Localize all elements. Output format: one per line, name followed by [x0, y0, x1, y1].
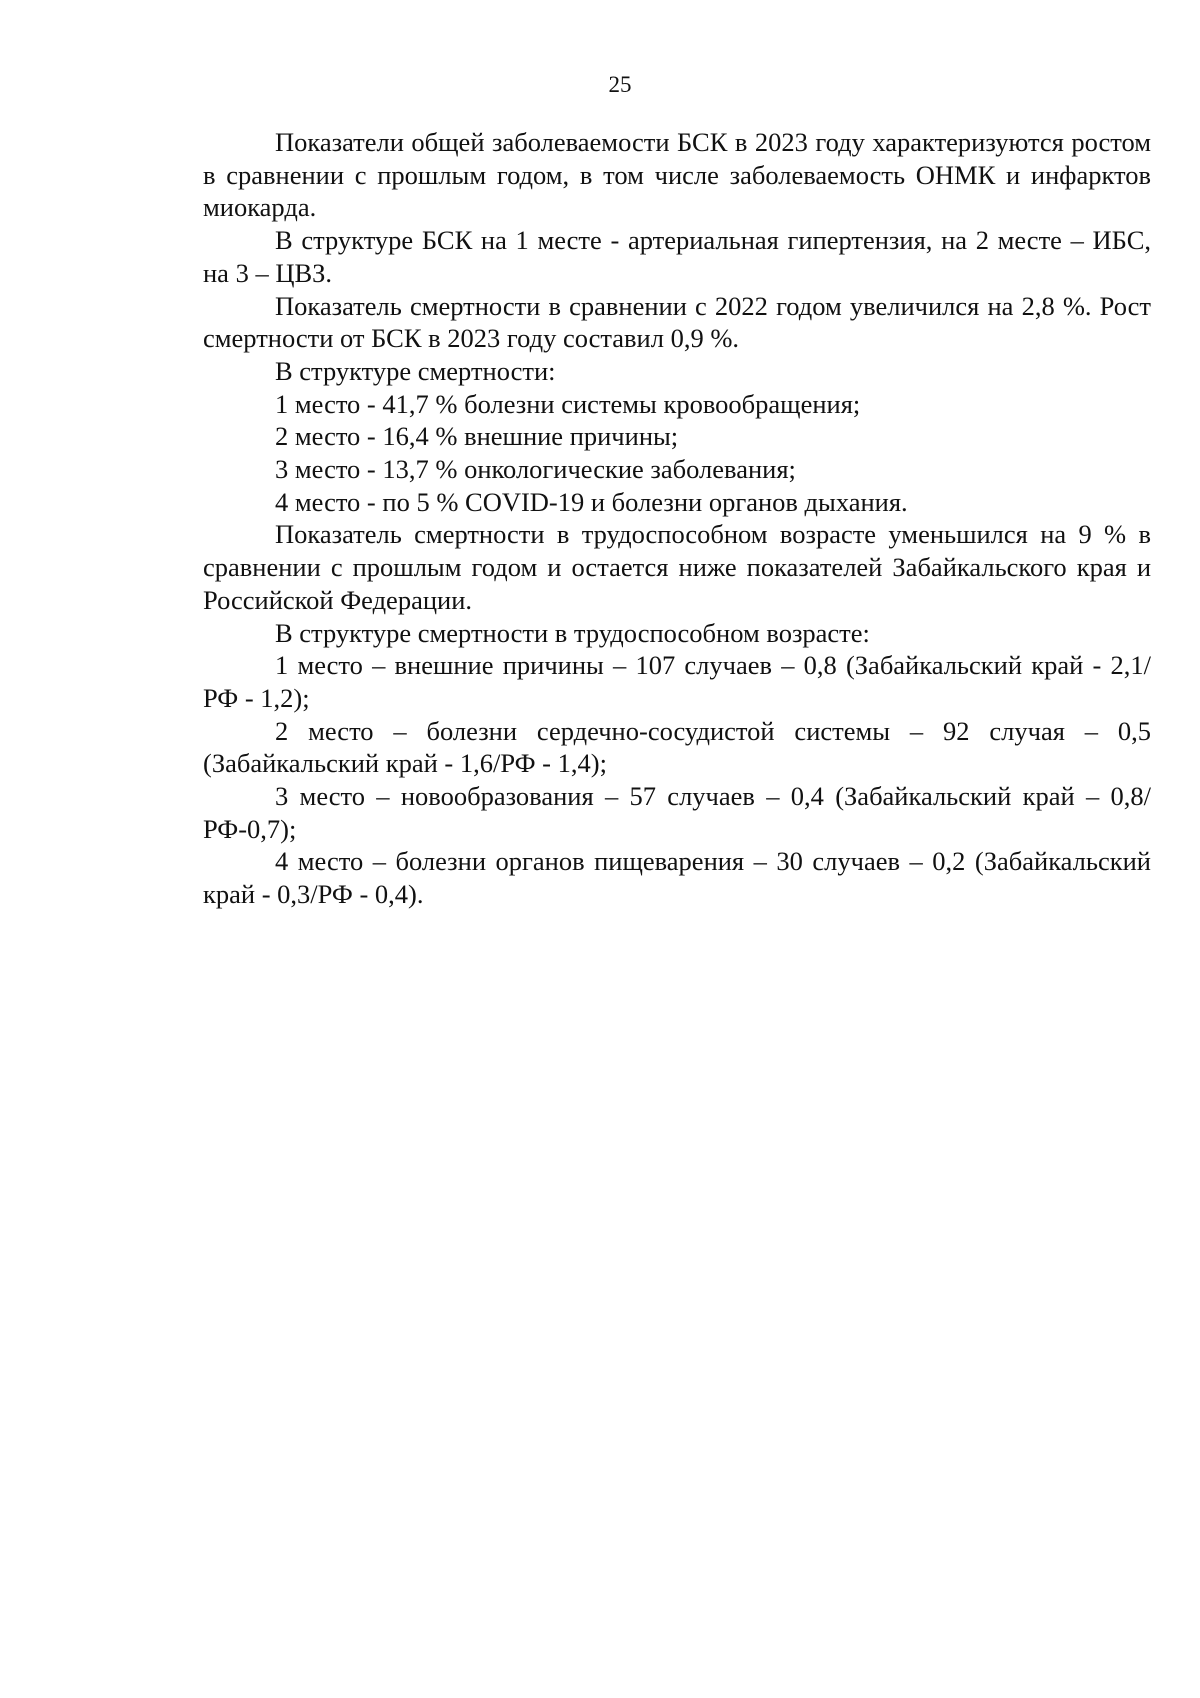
paragraph-working-age-mortality: Показатель смертности в трудоспособном возрасте уменьшился на 9 % в сравнении с прошлым годом и остается ниже показателей Забайкальского края и Российской Федерации. — [203, 519, 1151, 615]
list-item: 3 место – новообразования – 57 случаев – 0,4 (Забайкальский край – 0,8/РФ-0,7); — [203, 781, 1151, 844]
paragraph-bsk-structure: В структуре БСК на 1 месте - артериальная гипертензия, на 2 месте – ИБС, на 3 – ЦВЗ. — [203, 225, 1151, 288]
paragraph-working-age-structure-heading: В структуре смертности в трудоспособном возрасте: — [275, 617, 870, 648]
list-item: 1 место – внешние причины – 107 случаев – 0,8 (Забайкальский край - 2,1/РФ - 1,2); — [203, 650, 1151, 713]
list-item: 4 место - по 5 % COVID-19 и болезни органов дыхания. — [275, 486, 908, 517]
page-number: 25 — [608, 72, 632, 97]
paragraph-mortality-structure-heading: В структуре смертности: — [275, 355, 556, 386]
paragraph-bsk-morbidity: Показатели общей заболеваемости БСК в 2023 году характеризуются ростом в сравнении с прошлым годом, в том числе заболеваемость ОНМК и инфарктов миокарда. — [203, 127, 1151, 223]
list-item: 4 место – болезни органов пищеварения – 30 случаев – 0,2 (Забайкальский край - 0,3/РФ - 0,4). — [203, 846, 1151, 910]
list-item: 3 место - 13,7 % онкологические заболевания; — [275, 454, 796, 485]
list-item: 1 место - 41,7 % болезни системы кровообращения; — [275, 388, 861, 419]
paragraph-mortality-rate: Показатель смертности в сравнении с 2022 годом увеличился на 2,8 %. Рост смертности от БСК в 2023 году составил 0,9 %. — [203, 290, 1151, 354]
document-body — [203, 126, 1151, 911]
list-item: 2 место – болезни сердечно-сосудистой системы – 92 случая – 0,5 (Забайкальский край - 1,6/РФ - 1,4); — [203, 715, 1151, 779]
list-item: 2 место - 16,4 % внешние причины; — [275, 421, 679, 452]
